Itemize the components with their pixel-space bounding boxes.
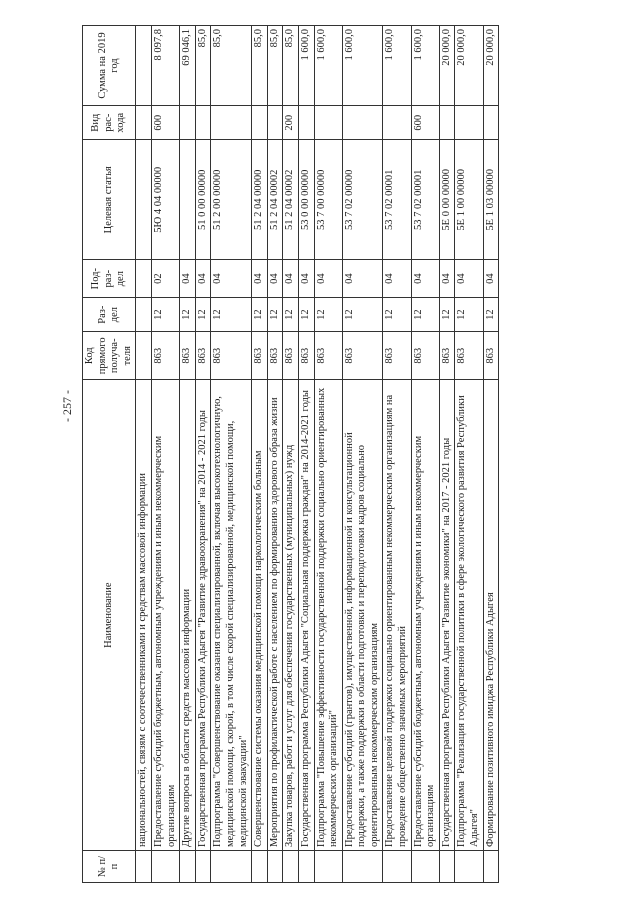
cell-cs: 53 7 02 00001 bbox=[411, 140, 439, 260]
cell-name: Предоставление субсидий бюджетным, автономным учреждениям и иным некоммерческим организациям bbox=[411, 380, 439, 851]
cell-name: Формирование позитивного имиджа Республики Адыгея bbox=[483, 380, 499, 851]
cell-rz: 12 bbox=[180, 298, 196, 332]
cell-code: 863 bbox=[383, 332, 411, 380]
cell-vr bbox=[211, 106, 252, 140]
cell-name: Подпрограмма "Совершенствование оказания специализированной, включая высокотехнологичную, медицинской помощи, скорой, в том числе скорой специализированной, медицинской помощи, медицинской эвакуации" bbox=[211, 380, 252, 851]
cell-num bbox=[283, 851, 299, 883]
table-row bbox=[411, 26, 439, 883]
table-header-row bbox=[83, 26, 136, 883]
cell-name: Подпрограмма "Реализация государственной политики в сфере экологического развития Республики Адыгея" bbox=[455, 380, 483, 851]
cell-name: Предоставление субсидий (грантов), имущественной, информационной и консультационной поддержки, а также поддержки в области подготовки и переподготовки кадров социально ориентированным некоммерческим организациям bbox=[342, 380, 383, 851]
cell-cs: 5Е 1 00 00000 bbox=[455, 140, 483, 260]
cell-vr: 600 bbox=[151, 106, 179, 140]
cell-vr bbox=[180, 106, 196, 140]
cell-code: 863 bbox=[267, 332, 283, 380]
cell-cs: 53 7 02 00001 bbox=[383, 140, 411, 260]
cell-sum: 1 600,0 bbox=[342, 26, 383, 106]
cell-name: Мероприятия по профилактической работе с населением по формированию здорового образа жизни bbox=[267, 380, 283, 851]
cell-vr bbox=[314, 106, 342, 140]
cell-code: 863 bbox=[151, 332, 179, 380]
cell-sum: 1 600,0 bbox=[411, 26, 439, 106]
cell-vr bbox=[383, 106, 411, 140]
cell-vr bbox=[342, 106, 383, 140]
cell-cs bbox=[136, 140, 152, 260]
cell-sum: 85,0 bbox=[252, 26, 268, 106]
rotated-sheet bbox=[82, 25, 582, 883]
cell-rz: 12 bbox=[342, 298, 383, 332]
cell-num bbox=[252, 851, 268, 883]
cell-cs: 51 2 04 00002 bbox=[267, 140, 283, 260]
cell-name: Совершенствование системы оказания медицинской помощи наркологическим больным bbox=[252, 380, 268, 851]
cell-pr: 04 bbox=[211, 260, 252, 298]
cell-num bbox=[180, 851, 196, 883]
cell-sum: 1 600,0 bbox=[314, 26, 342, 106]
header-cell: Раз-дел bbox=[83, 298, 136, 332]
cell-num bbox=[455, 851, 483, 883]
table-row bbox=[314, 26, 342, 883]
cell-pr: 04 bbox=[267, 260, 283, 298]
table-row bbox=[252, 26, 268, 883]
cell-cs: 5Ю 4 04 00000 bbox=[151, 140, 179, 260]
cell-name: Государственная программа Республики Адыгея "Развитие здравоохранения" на 2014 - 2021 годы bbox=[195, 380, 211, 851]
cell-rz: 12 bbox=[483, 298, 499, 332]
cell-code: 863 bbox=[455, 332, 483, 380]
cell-sum: 1 600,0 bbox=[298, 26, 314, 106]
header-cell: Наименование bbox=[83, 380, 136, 851]
cell-vr bbox=[136, 106, 152, 140]
table-row bbox=[439, 26, 455, 883]
cell-num bbox=[195, 851, 211, 883]
cell-pr: 04 bbox=[314, 260, 342, 298]
table-row bbox=[195, 26, 211, 883]
cell-sum: 20 000,0 bbox=[439, 26, 455, 106]
cell-num bbox=[342, 851, 383, 883]
cell-cs: 5Е 0 00 00000 bbox=[439, 140, 455, 260]
cell-vr bbox=[455, 106, 483, 140]
cell-code: 863 bbox=[298, 332, 314, 380]
cell-vr bbox=[298, 106, 314, 140]
cell-code: 863 bbox=[180, 332, 196, 380]
cell-num bbox=[314, 851, 342, 883]
cell-name: национальностей, связям с соотечественниками и средствам массовой информации bbox=[136, 380, 152, 851]
cell-cs: 51 2 00 00000 bbox=[211, 140, 252, 260]
cell-code: 863 bbox=[411, 332, 439, 380]
cell-cs: 53 7 00 00000 bbox=[314, 140, 342, 260]
cell-rz: 12 bbox=[383, 298, 411, 332]
cell-sum: 85,0 bbox=[211, 26, 252, 106]
cell-code bbox=[136, 332, 152, 380]
budget-table bbox=[82, 25, 499, 883]
cell-name: Подпрограмма "Повышение эффективности государственной поддержки социально ориентированных некоммерческих организаций" bbox=[314, 380, 342, 851]
cell-sum: 85,0 bbox=[267, 26, 283, 106]
cell-vr: 200 bbox=[283, 106, 299, 140]
cell-rz bbox=[136, 298, 152, 332]
cell-pr: 04 bbox=[283, 260, 299, 298]
cell-pr: 04 bbox=[252, 260, 268, 298]
cell-num bbox=[483, 851, 499, 883]
cell-pr: 04 bbox=[483, 260, 499, 298]
cell-rz: 12 bbox=[252, 298, 268, 332]
table-row bbox=[136, 26, 152, 883]
cell-pr: 02 bbox=[151, 260, 179, 298]
table-row bbox=[151, 26, 179, 883]
cell-pr bbox=[136, 260, 152, 298]
cell-vr bbox=[267, 106, 283, 140]
table-body bbox=[136, 26, 499, 883]
table-row bbox=[455, 26, 483, 883]
cell-cs bbox=[180, 140, 196, 260]
cell-vr bbox=[483, 106, 499, 140]
cell-rz: 12 bbox=[211, 298, 252, 332]
cell-name: Предоставление целевой поддержки социально ориентированным некоммерческим организациям на проведение общественно значимых мероприятий bbox=[383, 380, 411, 851]
cell-code: 863 bbox=[252, 332, 268, 380]
cell-code: 863 bbox=[483, 332, 499, 380]
cell-cs: 51 2 04 00002 bbox=[283, 140, 299, 260]
cell-rz: 12 bbox=[151, 298, 179, 332]
cell-code: 863 bbox=[439, 332, 455, 380]
cell-pr: 04 bbox=[455, 260, 483, 298]
cell-name: Государственная программа Республики Адыгея "Развитие экономики" на 2017 - 2021 годы bbox=[439, 380, 455, 851]
cell-code: 863 bbox=[342, 332, 383, 380]
cell-vr bbox=[195, 106, 211, 140]
cell-num bbox=[136, 851, 152, 883]
cell-rz: 12 bbox=[283, 298, 299, 332]
cell-rz: 12 bbox=[455, 298, 483, 332]
cell-code: 863 bbox=[283, 332, 299, 380]
cell-pr: 04 bbox=[411, 260, 439, 298]
cell-rz: 12 bbox=[439, 298, 455, 332]
cell-sum bbox=[136, 26, 152, 106]
page-number: - 257 - bbox=[60, 390, 74, 422]
header-cell: Вид рас-хода bbox=[83, 106, 136, 140]
cell-num bbox=[267, 851, 283, 883]
cell-vr bbox=[439, 106, 455, 140]
header-cell: № п/п bbox=[83, 851, 136, 883]
cell-sum: 1 600,0 bbox=[383, 26, 411, 106]
cell-pr: 04 bbox=[195, 260, 211, 298]
cell-sum: 85,0 bbox=[195, 26, 211, 106]
cell-pr: 04 bbox=[439, 260, 455, 298]
cell-rz: 12 bbox=[267, 298, 283, 332]
cell-code: 863 bbox=[211, 332, 252, 380]
header-cell: Под-раз-дел bbox=[83, 260, 136, 298]
cell-vr bbox=[252, 106, 268, 140]
cell-cs: 53 7 02 00000 bbox=[342, 140, 383, 260]
table-row bbox=[342, 26, 383, 883]
cell-name: Другие вопросы в области средств массовой информации bbox=[180, 380, 196, 851]
cell-sum: 69 046,1 bbox=[180, 26, 196, 106]
cell-name: Закупка товаров, работ и услуг для обеспечения государственных (муниципальных) нужд bbox=[283, 380, 299, 851]
table-row bbox=[483, 26, 499, 883]
table-row bbox=[283, 26, 299, 883]
cell-cs: 51 2 04 00000 bbox=[252, 140, 268, 260]
cell-pr: 04 bbox=[342, 260, 383, 298]
cell-num bbox=[383, 851, 411, 883]
cell-rz: 12 bbox=[314, 298, 342, 332]
table-row bbox=[298, 26, 314, 883]
cell-num bbox=[439, 851, 455, 883]
cell-cs: 51 0 00 00000 bbox=[195, 140, 211, 260]
cell-pr: 04 bbox=[298, 260, 314, 298]
header-cell: Код прямого получа-теля bbox=[83, 332, 136, 380]
cell-num bbox=[211, 851, 252, 883]
cell-rz: 12 bbox=[195, 298, 211, 332]
cell-code: 863 bbox=[314, 332, 342, 380]
cell-sum: 20 000,0 bbox=[483, 26, 499, 106]
table-row bbox=[383, 26, 411, 883]
cell-pr: 04 bbox=[180, 260, 196, 298]
header-cell: Сумма на 2019 год bbox=[83, 26, 136, 106]
cell-sum: 8 097,8 bbox=[151, 26, 179, 106]
cell-vr: 600 bbox=[411, 106, 439, 140]
cell-num bbox=[411, 851, 439, 883]
table-row bbox=[267, 26, 283, 883]
header-cell: Целевая статья bbox=[83, 140, 136, 260]
cell-num bbox=[151, 851, 179, 883]
cell-rz: 12 bbox=[298, 298, 314, 332]
cell-num bbox=[298, 851, 314, 883]
cell-sum: 20 000,0 bbox=[455, 26, 483, 106]
cell-rz: 12 bbox=[411, 298, 439, 332]
cell-cs: 53 0 00 00000 bbox=[298, 140, 314, 260]
cell-pr: 04 bbox=[383, 260, 411, 298]
table-row bbox=[211, 26, 252, 883]
cell-name: Предоставление субсидий бюджетным, автономным учреждениям и иным некоммерческим организациям bbox=[151, 380, 179, 851]
cell-code: 863 bbox=[195, 332, 211, 380]
cell-name: Государственная программа Республики Адыгея "Социальная поддержка граждан" на 2014-2021 годы bbox=[298, 380, 314, 851]
cell-sum: 85,0 bbox=[283, 26, 299, 106]
cell-cs: 5Е 1 03 00000 bbox=[483, 140, 499, 260]
table-row bbox=[180, 26, 196, 883]
